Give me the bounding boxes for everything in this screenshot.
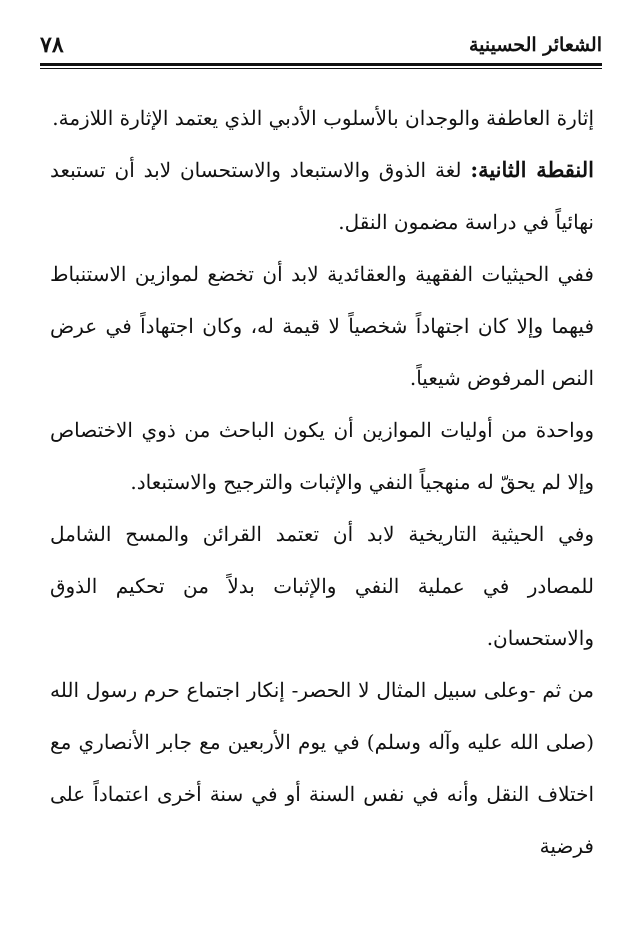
paragraph-text: ففي الحيثيات الفقهية والعقائدية لابد أن تخضع لموازين الاستنباط فيهما وإلا كان اجتهاداً شخصياً لا قيمة له، وكان اجتهاداً في عرض النص المرفوض شيعياً. xyxy=(50,262,594,390)
running-header xyxy=(40,30,602,60)
paragraph-text: لغة الذوق والاستبعاد والاستحسان لابد أن تستبعد نهائياً في دراسة مضمون النقل. xyxy=(50,158,594,234)
paragraph-5 xyxy=(50,508,594,664)
header-rule-thin xyxy=(40,68,602,69)
paragraph-4 xyxy=(50,404,594,508)
point-heading: النقطة الثانية: xyxy=(470,157,594,182)
paragraph-text: إثارة العاطفة والوجدان بالأسلوب الأدبي الذي يعتمد الإثارة اللازمة. xyxy=(52,106,594,130)
paragraph-text: وواحدة من أوليات الموازين أن يكون الباحث من ذوي الاختصاص وإلا لم يحقّ له منهجياً النفي والإثبات والترجيح والاستبعاد. xyxy=(50,418,594,494)
page-number: ٧٨ xyxy=(40,32,64,58)
header-title: الشعائر الحسينية xyxy=(468,34,602,56)
header-rule xyxy=(40,63,602,66)
body-text xyxy=(50,92,594,872)
paragraph-1 xyxy=(50,92,594,144)
paragraph-text: من ثم -وعلى سبيل المثال لا الحصر- إنكار اجتماع حرم رسول الله (صلى الله عليه وآله وسلم) في يوم الأربعين مع جابر الأنصاري مع اختلاف النقل وأنه في نفس السنة أو في سنة أخرى اعتماداً على فرضية xyxy=(50,678,594,858)
paragraph-2 xyxy=(50,144,594,248)
paragraph-6 xyxy=(50,664,594,872)
paragraph-text: وفي الحيثية التاريخية لابد أن تعتمد القرائن والمسح الشامل للمصادر في عملية النفي والإثبات بدلاً من تحكيم الذوق والاستحسان. xyxy=(50,522,594,650)
paragraph-3 xyxy=(50,248,594,404)
